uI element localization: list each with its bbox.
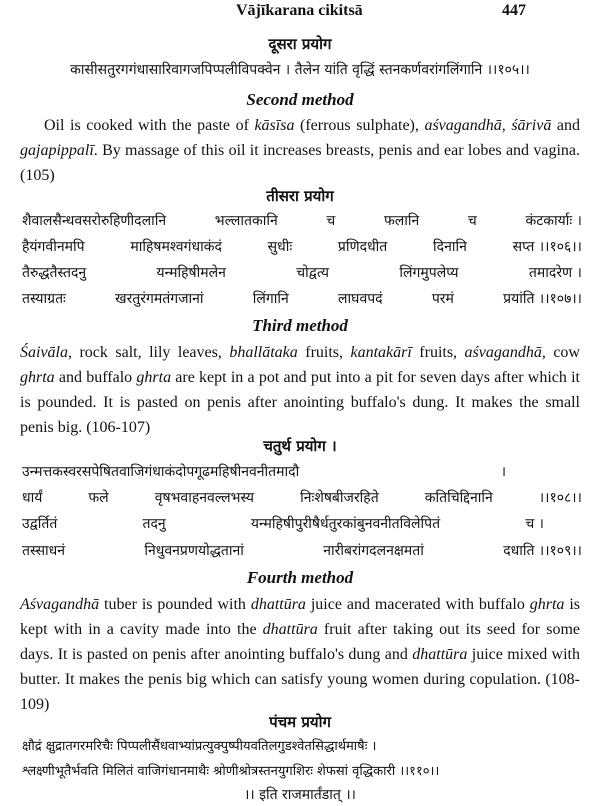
text-run: tuber is pounded with (99, 596, 251, 613)
verse-word: निधुवनप्रणयोद्धतानां (144, 543, 244, 559)
translation-paragraph (20, 592, 580, 717)
verse-line: श्लक्ष्णीभूतैर्भवति मिलितं वाजिगंधानमाथैः श्रोणीश्रोत्रस्तनयुगशिरः शेफसां वृद्धिकारी ।।११०।। (22, 764, 440, 779)
verse-word: यन्महिषीपुरीषैर्धतुरकांबुनवनीतविलेपितं (250, 516, 441, 532)
text-run: and buffalo (54, 369, 137, 386)
text-run: Śaivāla (20, 344, 68, 361)
verse-word: कंटकार्याः । (525, 213, 582, 229)
verse-word: । (500, 464, 506, 480)
verse-word: परमं (431, 291, 454, 307)
verse-word: तदनु (142, 516, 166, 532)
translation-paragraph (20, 113, 580, 188)
method-title: Fourth method (246, 568, 354, 587)
colophon-line: ।। इति राजमार्तंडात् ।। (244, 787, 356, 803)
verse-line (22, 488, 582, 508)
text-run: and (551, 117, 580, 134)
text-run: juice mixed with butter. It makes the penis big which can satisfy young women during copulation. (108-109) (20, 646, 581, 713)
verse-line (22, 237, 582, 257)
verse-word: च । (525, 516, 544, 532)
verse-line: कासीसतुरगगंधासारिवागजपिप्पलीविपक्वेन । तैलेन यांति वृद्धिं स्तनकर्णवरांगलिंगानि ।।१०५।। (70, 62, 530, 78)
verse-word: हैयंगवीनमपि (22, 239, 85, 255)
running-title: Vājīkarana cikitsā (236, 2, 363, 19)
verse-line (22, 263, 582, 283)
text-run: kantakārī (350, 344, 412, 361)
verse-word: माहिषमश्वगंधाकंदं (130, 239, 222, 255)
text-run: . By massage of this oil it increases breasts, penis and ear lobes and vagina. (105) (20, 142, 580, 184)
text-run: dhattūra (262, 621, 318, 638)
verse-word: फलानि (383, 213, 420, 229)
text-run: Oil is cooked with the paste of (44, 117, 255, 134)
verse-word: उन्मत्तकस्वरसपेषितवाजिगंधाकंदोपगूढमहिषीनवनीतमादौ (22, 464, 300, 480)
verse-word: तमादरेण । (528, 265, 582, 281)
text-run: is kept with in a cavity made into the (20, 596, 581, 638)
verse-word: लाघवपदं (338, 291, 383, 307)
verse-word: चोद्वत्य (296, 265, 330, 281)
verse-word: प्रणिदधीत (337, 239, 388, 255)
verse-word: च (326, 213, 336, 229)
verse-word: दिनानि (433, 239, 467, 255)
running-head (0, 0, 600, 24)
verse-word: शैवालसैन्धवसरोरुहिणीदलानि (22, 213, 167, 229)
verse-word: दधाति ।।१०९।। (503, 543, 582, 559)
text-run: ghrta (529, 596, 565, 613)
text-run: , cow (541, 344, 580, 361)
text-run: Aśvagandhā (20, 596, 100, 613)
text-run: juice and macerated with buffalo (305, 596, 530, 613)
verse-word: धार्यं (22, 490, 43, 506)
text-run: fruit after taking out its seed for some days. It is pasted on penis after anointing buffalo's dung and (20, 621, 581, 663)
verse-word: यन्महिषीमलेन (156, 265, 226, 281)
text-run: fruits, (411, 344, 465, 361)
method-title: Second method (246, 90, 354, 109)
translation-paragraph (20, 340, 580, 440)
page-number: 447 (502, 2, 526, 19)
verse-line (22, 211, 582, 231)
verse-word: उद्वर्तितं (22, 516, 58, 532)
verse-word: नारीबरांगदलनक्षमतां (323, 543, 424, 559)
verse-word: वृषभवाहनवल्लभस्य (154, 490, 255, 506)
verse-word: सप्त ।।१०६।। (512, 239, 582, 255)
verse-word: ।।१०८।। (538, 490, 582, 506)
verse-line (22, 541, 582, 561)
verse-word: कतिचिद्दिनानि (424, 490, 493, 506)
verse-line (22, 289, 582, 309)
verse-word: च (467, 213, 477, 229)
verse-word: खरतुरंगमतंगजानां (115, 291, 204, 307)
verse-word: भल्लातकानि (214, 213, 278, 229)
text-run: aśvagandhā (464, 344, 542, 361)
section-heading: चतुर्थ प्रयोग । (263, 437, 337, 455)
text-run: ghrta (20, 369, 55, 386)
verse-word: लिंगमुपलेप्य (399, 265, 459, 281)
verse-word: सुधीः (267, 239, 293, 255)
verse-word: तैरुद्धतैस्तदनु (22, 265, 87, 281)
verse-word: फले (88, 490, 109, 506)
text-run: are kept in a pot and put into a pit for seven days after which it is pounded. It is pasted on penis after anointing buffalo's dung. It makes the small penis big. (106-107) (20, 369, 580, 436)
verse-word: तस्साधनं (22, 543, 66, 559)
section-heading: पंचम प्रयोग (269, 713, 331, 731)
text-run: bhallātaka (229, 344, 298, 361)
verse-word: तस्याग्रतः (22, 291, 66, 307)
verse-line: क्षौद्रं क्षुद्रातगरमरिचैः पिप्पलीसैंधवाभ्यांप्रत्युक्पुष्पीयवतिलगुडश्वेतसिद्धार्थमाषैः । (22, 739, 377, 754)
section-heading: तीसरा प्रयोग (266, 187, 334, 205)
section-heading: दूसरा प्रयोग (268, 35, 332, 53)
text-run: (ferrous sulphate), (294, 117, 425, 134)
text-run: dhattūra (250, 596, 306, 613)
text-run: gajapippalī (20, 142, 94, 159)
text-run: dhattūra (412, 646, 468, 663)
verse-line (22, 462, 582, 482)
verse-word: प्रयांति ।।१०७।। (503, 291, 582, 307)
method-title: Third method (252, 316, 348, 335)
verse-line (22, 514, 582, 534)
verse-word: लिंगानि (252, 291, 289, 307)
text-run: ghrta (136, 369, 172, 386)
text-run: fruits, (297, 344, 351, 361)
text-run: aśvagandhā, śārivā (424, 117, 552, 134)
text-run: kāsīsa (254, 117, 295, 134)
verse-word: निःशेषबीजरहिते (300, 490, 379, 506)
text-run: , rock salt, lily leaves, (68, 344, 230, 361)
